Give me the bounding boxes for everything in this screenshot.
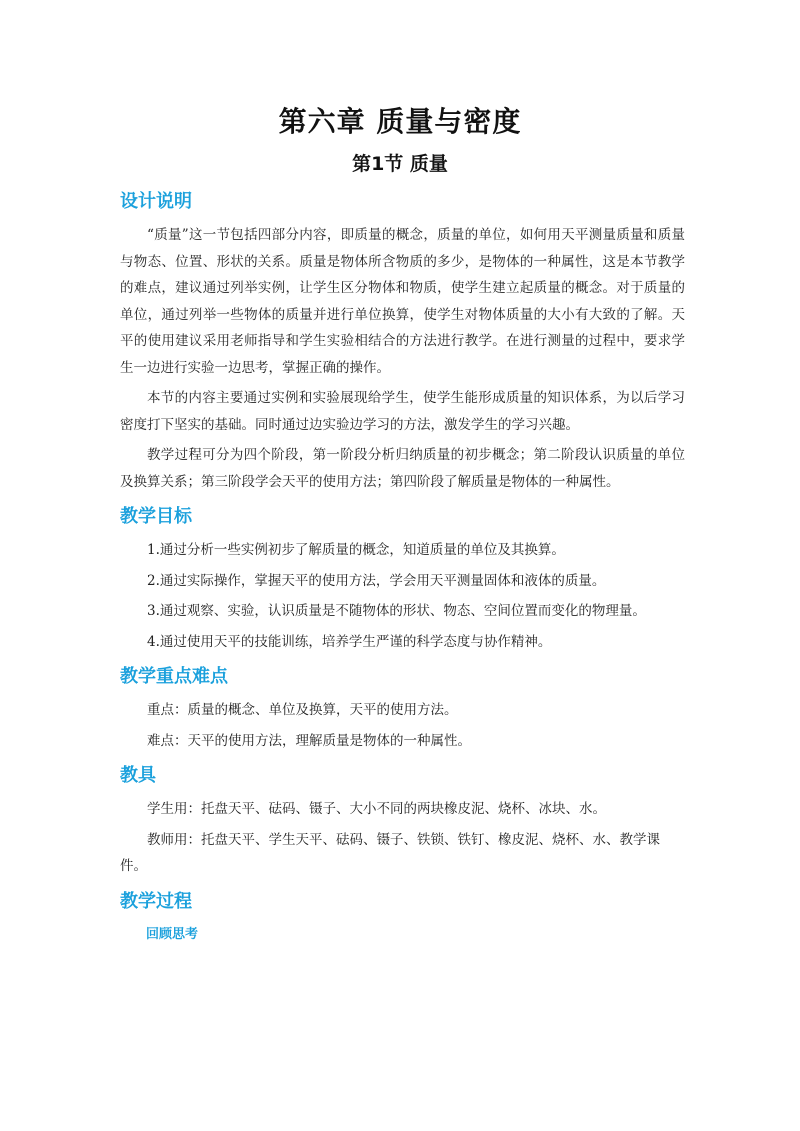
goal-item-4: 4.通过使用天平的技能训练，培养学生严谨的科学态度与协作精神。 bbox=[147, 633, 552, 650]
design-paragraph-1: “质量”这一节包括四部分内容，即质量的概念，质量的单位，如何用天平测量质量和质量与物态、位置、形状的关系。质量是物体所含物质的多少，是物体的一种属性，这是本节教学的难点，建议通过列举实例，让学生区分物体和物质，使学生建立起质量的概念。对于质量的单位，通过列举一些物体的质量并进行单位换算，使学生对物体质量的大小有大致的了解。天平的使用建议采用老师指导和学生实验相结合的方法进行教学。在进行测量的过程中，要求学生一边进行实验一边思考，掌握正确的操作。 bbox=[120, 227, 685, 376]
key-point-item-1: 重点：质量的概念、单位及换算，天平的使用方法。 bbox=[147, 702, 458, 718]
design-paragraph-2: 本节的内容主要通过实例和实验展现给学生，使学生能形成质量的知识体系，为以后学习密度打下坚实的基础。同时通过边实验边学习的方法，激发学生的学习兴趣。 bbox=[120, 390, 685, 433]
key-point-item-2: 难点：天平的使用方法，理解质量是物体的一种属性。 bbox=[147, 732, 471, 749]
process-subheading: 回顾思考 bbox=[146, 926, 199, 942]
design-heading: 设计说明 bbox=[120, 191, 192, 212]
goal-item-3: 3.通过观察、实验，认识质量是不随物体的形状、物态、空间位置而变化的物理量。 bbox=[147, 603, 646, 619]
tools-item-student: 学生用：托盘天平、砝码、镊子、大小不同的两块橡皮泥、烧杯、冰块、水。 bbox=[147, 801, 606, 817]
goals-heading: 教学目标 bbox=[120, 506, 192, 527]
section-title: 第1节 质量 bbox=[352, 153, 448, 175]
process-heading: 教学过程 bbox=[120, 890, 192, 912]
goal-item-1: 1.通过分析一些实例初步了解质量的概念，知道质量的单位及其换算。 bbox=[147, 542, 565, 558]
tools-heading: 教具 bbox=[120, 765, 156, 786]
key-points-heading: 教学重点难点 bbox=[120, 666, 228, 687]
tools-item-teacher: 教师用：托盘天平、学生天平、砝码、镊子、铁锁、铁钉、橡皮泥、烧杯、水、教学课件。 bbox=[120, 831, 660, 874]
document-body bbox=[120, 190, 685, 946]
chapter-title: 第六章 质量与密度 bbox=[278, 105, 522, 138]
design-paragraph-3: 教学过程可分为四个阶段，第一阶段分析归纳质量的初步概念；第二阶段认识质量的单位及换算关系；第三阶段学会天平的使用方法；第四阶段了解质量是物体的一种属性。 bbox=[120, 447, 685, 490]
goal-item-2: 2.通过实际操作，掌握天平的使用方法，学会用天平测量固体和液体的质量。 bbox=[147, 572, 606, 589]
